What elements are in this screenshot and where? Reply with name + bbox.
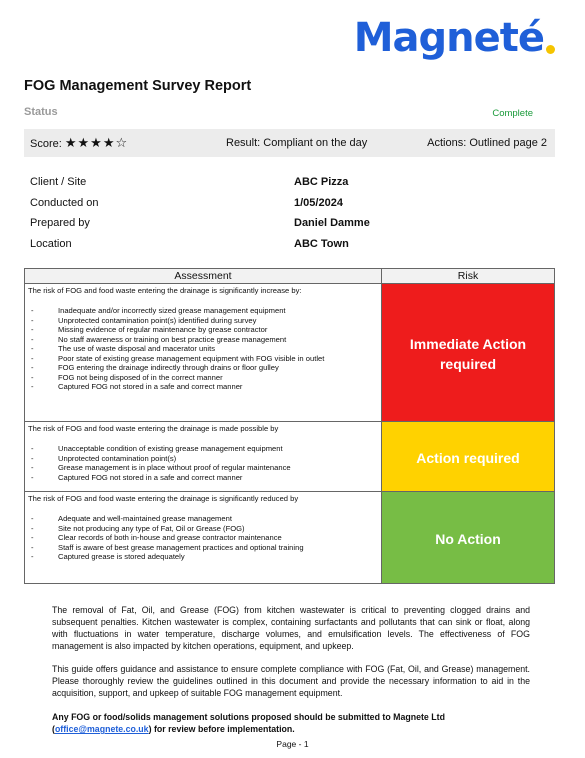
table-row <box>25 422 555 492</box>
actions-text: Actions: Outlined page 2 <box>427 137 547 149</box>
list-item: - Captured grease is stored adequately <box>31 552 185 561</box>
page-number: Page - 1 <box>276 739 309 749</box>
risk-level-action: Action required <box>382 422 555 492</box>
detail-value: 1/05/2024 <box>294 196 343 209</box>
detail-row-location <box>30 234 370 255</box>
assessment-cell <box>25 284 382 422</box>
list-item: - Captured FOG not stored in a safe and correct manner <box>31 472 243 482</box>
detail-key: Client / Site <box>30 176 87 189</box>
result-text: Result: Compliant on the day <box>226 137 368 149</box>
detail-key: Conducted on <box>30 196 99 209</box>
list-item: - Staff is aware of best grease management practices and optional training <box>31 542 304 552</box>
list-item: - Unprotected contamination point(s) <box>31 453 177 463</box>
assessment-header: Assessment <box>25 269 382 284</box>
summary-bar <box>24 129 555 157</box>
detail-key: Location <box>30 237 72 250</box>
detail-row-prepared <box>30 213 370 234</box>
list-item: - FOG entering the drainage indirectly through drains or floor gulley <box>31 363 279 372</box>
detail-value: Daniel Damme <box>294 217 370 230</box>
assessment-intro: The risk of FOG and food waste entering the drainage is significantly reduced by <box>28 494 299 503</box>
guide-paragraph: This guide offers guidance and assistance to ensure complete compliance with FOG (Fat, Oil, and Grease) management. Please thoroughly review the guidelines outlined in this document and provide the necessary information to aid in the acquisition, support, and upkeep of suitable FOG management equipment. <box>52 664 530 698</box>
list-item: - Missing evidence of regular maintenance by grease contractor <box>31 325 268 334</box>
magnete-logo <box>353 15 555 61</box>
risk-level-immediate: Immediate Action required <box>382 284 555 422</box>
report-details <box>30 172 370 254</box>
list-item: - Unacceptable condition of existing grease management equipment <box>31 444 283 453</box>
table-header-row <box>25 269 555 284</box>
detail-row-client <box>30 172 370 193</box>
logo-dot-icon <box>546 45 555 54</box>
list-item: - FOG not being disposed of in the correct manner <box>31 372 223 382</box>
table-row <box>25 492 555 584</box>
intro-paragraph: The removal of Fat, Oil, and Grease (FOG) from kitchen wastewater is critical to preventing clogged drains and subsequent penalties. Kitchen wastewater is complex, containing surfactants and pollutants that can sink or float, along with fluctuations in water temperature, discharge volumes, and emulsification levels. The effectiveness of FOG management is also impacted by kitchen operations, equipment, and upkeep. <box>52 605 530 651</box>
list-item: - Grease management is in place without proof of regular maintenance <box>31 463 291 472</box>
list-item: - Inadequate and/or incorrectly sized grease management equipment <box>31 306 286 315</box>
list-item: - No staff awareness or training on best practice grease management <box>31 334 287 344</box>
list-item: - Poor state of existing grease management equipment with FOG visible in outlet <box>31 353 325 363</box>
page-title: FOG Management Survey Report <box>24 78 252 94</box>
assessment-intro: The risk of FOG and food waste entering the drainage is made possible by <box>28 424 279 433</box>
email-link[interactable]: office@magnete.co.uk <box>54 724 149 734</box>
list-item: - Site not producing any type of Fat, Oil or Grease (FOG) <box>31 523 245 533</box>
status-badge: Complete <box>492 108 533 119</box>
detail-value: ABC Town <box>294 237 349 250</box>
status-label: Status <box>24 106 58 118</box>
score-label: Score: <box>30 137 62 150</box>
logo-text: Magneté <box>353 15 544 61</box>
list-item: - Clear records of both in-house and grease contractor maintenance <box>31 533 282 542</box>
risk-header: Risk <box>382 269 555 284</box>
detail-value: ABC Pizza <box>294 176 349 189</box>
detail-key: Prepared by <box>30 217 90 230</box>
list-item: - Unprotected contamination point(s) identified during survey <box>31 315 257 325</box>
assessment-cell <box>25 422 382 492</box>
star-rating-icon: ★★★★☆ <box>64 135 129 151</box>
list-item: - The use of waste disposal and macerator units <box>31 344 216 353</box>
assessment-cell <box>25 492 382 584</box>
list-item: - Adequate and well-maintained grease management <box>31 514 232 523</box>
detail-row-conducted <box>30 193 370 214</box>
list-item: - Captured FOG not stored in a safe and correct manner <box>31 382 243 391</box>
submission-paragraph: Any FOG or food/solids management solutions proposed should be submitted to Magnete Ltd (office@magnete.co.uk) for review before implementation. <box>52 712 445 734</box>
assessment-table <box>24 268 555 584</box>
assessment-intro: The risk of FOG and food waste entering the drainage is significantly increase by: <box>28 286 302 295</box>
score <box>30 136 128 151</box>
table-row <box>25 284 555 422</box>
risk-level-none: No Action <box>382 492 555 584</box>
